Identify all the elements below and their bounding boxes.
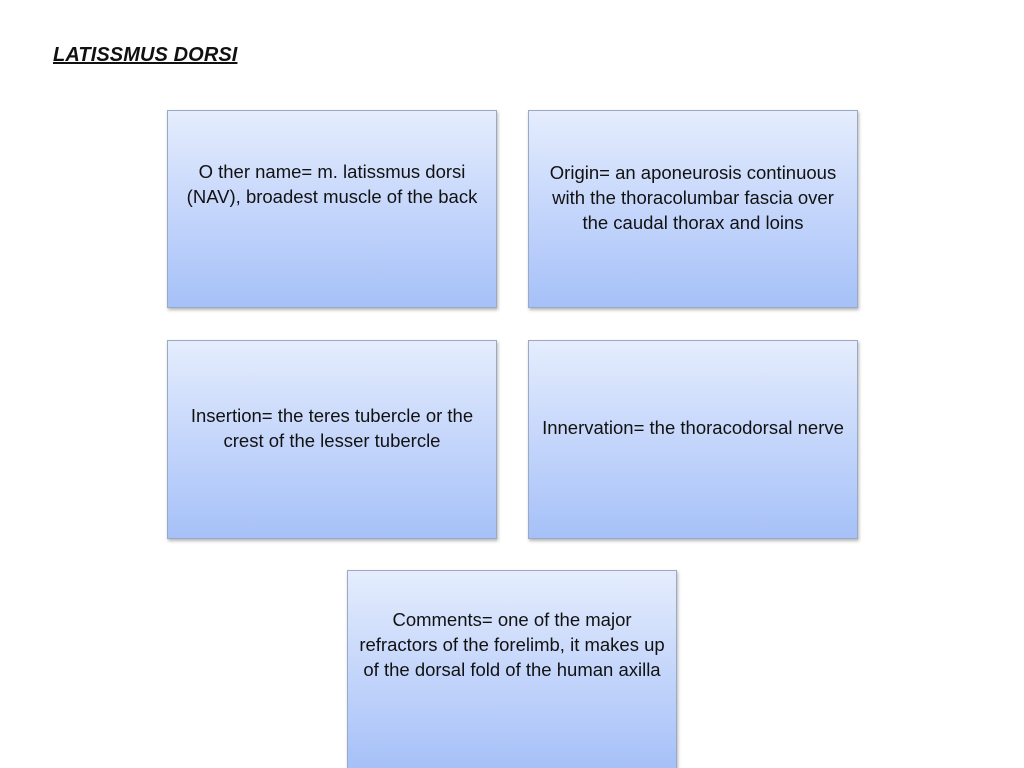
comments-card	[347, 570, 677, 768]
insertion-text: Insertion= the teres tubercle or the crest of the lesser tubercle	[190, 404, 474, 451]
slide-title: LATISSMUS DORSI	[53, 44, 238, 66]
origin-card	[528, 110, 858, 308]
other-name-card	[167, 110, 497, 308]
insertion-card	[167, 340, 497, 539]
other-name-text: O ther name= m. latissmus dorsi (NAV), broadest muscle of the back	[186, 161, 478, 207]
innervation-card	[528, 340, 858, 539]
innervation-text: Innervation= the thoracodorsal nerve	[542, 417, 844, 438]
comments-text: Comments= one of the major refractors of the forelimb, it makes up of the dorsal fold of the human axilla	[359, 609, 665, 680]
origin-text: Origin= an aponeurosis continuous with the thoracolumbar fascia over the caudal thorax and loins	[549, 161, 837, 233]
